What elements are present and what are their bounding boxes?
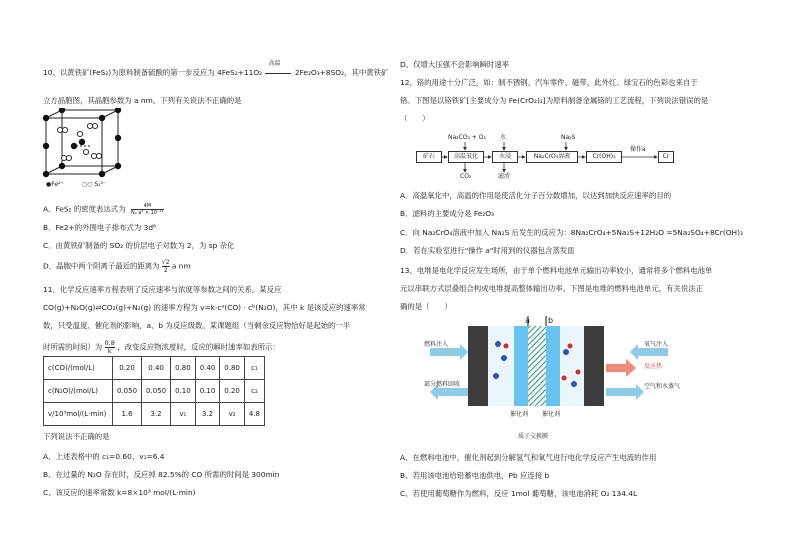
q13-option-a: A、在燃料电池中，催化剂起到分解氢气和氧气进行电化学反应产生电流的作用	[400, 453, 657, 462]
table-cell: v₂	[220, 403, 245, 426]
table-row-header: c(N₂O)/(mol/L)	[44, 380, 113, 403]
table-cell: 0.20	[113, 357, 142, 380]
q12-option-d: D．若在实验室进行"操作 a"时用到的仪器包含蒸发皿	[400, 246, 575, 255]
flow-box-roast: 高温氧化	[448, 151, 484, 163]
table-cell: 4.8	[244, 403, 264, 426]
q11-option-a: A、上述表格中的 c₁=0.60、v₁=6.4	[43, 452, 165, 461]
electrode-label-a: a	[525, 316, 530, 325]
fuel-in-label: 燃料注入	[424, 341, 449, 348]
catalyst-label-1: 催化剂	[510, 411, 529, 418]
table-cell: 0.10	[171, 380, 196, 403]
q10-line2: 立方晶胞图，其晶胞参数为 a nm。下列有关说法不正确的是	[43, 96, 242, 105]
air-out-label: 空气和水蒸气	[644, 383, 681, 390]
flow-box-cr: Cr	[658, 151, 674, 163]
q13-option-b: B、若用该电池给铅蓄电池供电，Pb 应连接 b	[400, 471, 550, 480]
table-cell: 0.40	[142, 357, 171, 380]
rate-table	[43, 356, 265, 426]
q11-line4: 时所需的时间）为 $\frac{0.8}{k}$ ，改变反应物浓度时，反应的瞬时速率如表所示：	[43, 339, 280, 355]
table-cell: 0.40	[195, 357, 220, 380]
flow-box-leach: 水浸	[492, 151, 518, 163]
reaction-arrow	[265, 73, 291, 74]
q12-option-a: A．高温氧化中，高温的作用是使活化分子百分数增加，以达到加快反应速率的目的	[400, 191, 672, 200]
o2-in-label: 氧气注入	[644, 341, 669, 348]
q12-line1: 12、铬的用途十分广泛，如：制不锈钢、汽车零件、磁带，此外红、绿宝石的色彩也来自于	[400, 78, 698, 87]
q12-option-b: B．滤料的主要成分是 Fe₂O₃	[400, 209, 495, 218]
q13-line3: 确的是（ ）	[400, 302, 452, 311]
table-cell: c₁	[244, 357, 264, 380]
table-row	[44, 403, 265, 426]
q12-line3: （ ）	[400, 114, 430, 123]
q10-option-c: C．由黄铁矿制备的 SO₂ 的价层电子对数为 2，为 sp 杂化	[43, 241, 235, 250]
flow-co2: CO₂	[460, 173, 472, 180]
reaction-heat-label: 反应热	[644, 363, 663, 370]
q10-option-b: B．Fe2+的外围电子排布式为 3d⁶	[43, 223, 156, 232]
table-cell: 0.20	[220, 380, 245, 403]
table-row-header: v/10³mol/(L·min)	[44, 403, 113, 426]
flow-op-a: 操作a	[630, 146, 646, 153]
q12-line2: 铬。下图是以铬铁矿[主要成分为 Fe(CrO₂)₂]为原料制备金属铬的工艺流程，下列说法错误的是	[400, 96, 709, 105]
table-cell: 1.6	[113, 403, 142, 426]
legend-fe: ●Fe²⁺	[46, 181, 64, 188]
table-cell: 0.050	[113, 380, 142, 403]
q10-line1-post: 2Fe₂O₃+8SO₂，其中黄铁矿	[294, 68, 389, 77]
q11-question: 下列说法不正确的是	[43, 432, 110, 441]
flow-residue: 滤渣	[498, 173, 511, 180]
q11-line3: 数，只受温度、催化剂的影响，a、b 为反应级数。某课题组（当剩余反应物恰好是起始的一半	[43, 321, 351, 330]
table-cell: v₁	[171, 403, 196, 426]
fuel-out-label: 部分燃料回收	[424, 381, 461, 388]
q13-line1: 13、电堆是电化学反应发生场所，由于单个燃料电池单元输出功率较小，通常将多个燃料电池单	[400, 266, 713, 275]
table-cell: 3.2	[142, 403, 171, 426]
electrode-label-b: b	[548, 316, 554, 325]
table-cell: c₂	[244, 380, 264, 403]
q12-option-c: C．向 Na₂CrO₄溶液中加入 Na₂S 后发生的反应为：8Na₂CrO₄+5Na₂S+12H₂O =5Na₂SO₄+8Cr(OH)₃	[400, 228, 743, 237]
q10-condition: 高温	[268, 60, 281, 67]
q10-line1	[43, 60, 389, 78]
flow-box-na2cro4: Na₂CrO₄溶液	[526, 151, 578, 163]
legend-s: ○○ S₂²⁻	[82, 181, 107, 188]
q11-option-c: C、该反应的速率常数 k=8×10³ mol/(L·min)	[43, 488, 196, 497]
flow-na2s: Na₂S	[561, 134, 576, 141]
q13-option-c: C、若使用葡萄糖作为燃料，反应 1mol 葡萄糖，该电池消耗 O₂ 134.4L	[400, 489, 638, 498]
crystal-cell-figure	[42, 108, 124, 190]
q11-option-b: B、在过量的 N₂O 存在时，反应掉 82.5%的 CO 所需的时间是 300min	[43, 470, 280, 479]
halflife-fraction: $\frac{0.8}{k}$	[104, 339, 115, 355]
flow-box-ore: 矿石	[416, 151, 442, 163]
flow-roast-input: Na₂CO₃ + O₂	[448, 134, 486, 141]
q11-line2: CO(g)+N₂O(g)⇌CO₂(g)+N₂(g) 的速率方程为 v=k·cᵃ(CO) · cᵇ(N₂O)，其中 k 是该反应的速率常	[43, 303, 366, 312]
flow-arrows	[410, 130, 680, 180]
table-cell: 0.10	[195, 380, 220, 403]
q11-option-d: D、仅增大压强不会影响瞬时速率	[400, 60, 510, 69]
flow-water: 水	[500, 134, 507, 141]
table-cell: 0.050	[142, 380, 171, 403]
q10-option-a: A．FeS₂ 的密度表达式为 $\frac{4M}{\text{Nₐ a³ × 10⁻²¹}}$	[43, 203, 164, 216]
table-cell: 0.80	[171, 357, 196, 380]
q10-option-d: D．晶胞中两个阴离子最近的距离为 $\frac{√2}{2}$ a nm	[43, 259, 191, 274]
membrane-label: 质子交换膜	[518, 433, 549, 440]
q11-line1: 11、化学反应速率方程表明了反应速率与浓度等参数之间的关系。某反应	[43, 285, 282, 294]
q10-line1-pre: 10、以黄铁矿(FeS₂)为原料制备硫酸的第一步反应为 4FeS₂+11O₂	[43, 68, 263, 77]
q13-line2: 元以串联方式层叠组合构成电堆提高整体输出功率。下图是电堆的燃料电池单元，有关说法正	[400, 284, 704, 293]
catalyst-label-2: 催化剂	[542, 411, 561, 418]
table-row	[44, 380, 265, 403]
density-fraction: $\frac{4M}{\text{Nₐ a³ × 10⁻²¹}}$	[130, 203, 164, 216]
table-cell: 0.80	[220, 357, 245, 380]
flow-box-croh3: Cr(OH)₃	[586, 151, 622, 163]
table-row-header: c(CO)/(mol/L)	[44, 357, 113, 380]
table-cell: 3.2	[195, 403, 220, 426]
distance-fraction: $\frac{√2}{2}$	[161, 259, 170, 274]
table-row	[44, 357, 265, 380]
